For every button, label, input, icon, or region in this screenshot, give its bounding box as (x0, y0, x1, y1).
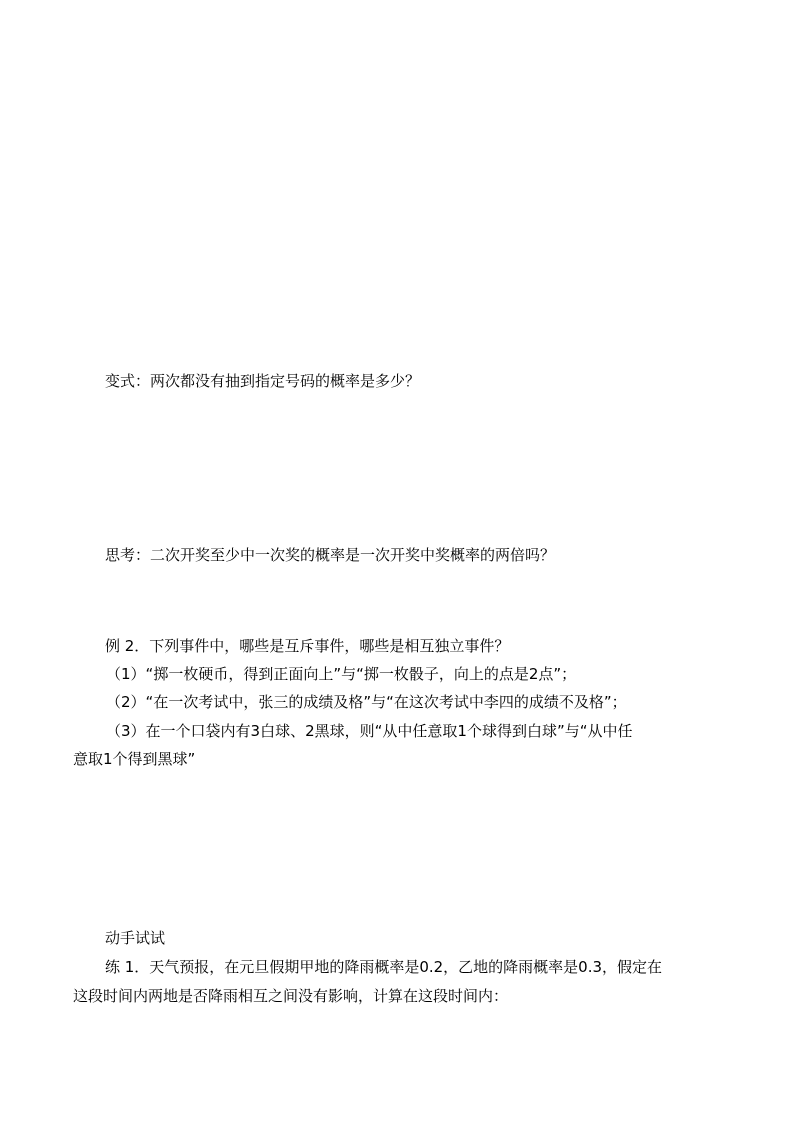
example-2-item-3: （3）在一个口袋内有3白球、2黑球，则“从中任意取1个球得到白球”与“从中任 (106, 722, 633, 740)
example-2-item-1: （1）“掷一枚硬币，得到正面向上”与“掷一枚骰子，向上的点是2点”； (106, 665, 577, 683)
practice-1-line-2: 这段时间内两地是否降雨相互之间没有影响，计算在这段时间内： (73, 987, 509, 1005)
think-question: 思考：二次开奖至少中一次奖的概率是一次开奖中奖概率的两倍吗？ (105, 546, 556, 564)
example-2-title: 例 2．下列事件中，哪些是互斥事件，哪些是相互独立事件？ (105, 637, 510, 655)
practice-heading: 动手试试 (105, 929, 166, 947)
example-2-item-2: （2）“在一次考试中，张三的成绩及格”与“在这次考试中李四的成绩不及格”； (106, 693, 627, 711)
variant-question: 变式：两次都没有抽到指定号码的概率是多少？ (105, 372, 421, 390)
example-2-item-3-cont: 意取1个得到黑球” (73, 750, 196, 768)
practice-1-line-1: 练 1．天气预报，在元旦假期甲地的降雨概率是0.2，乙地的降雨概率是0.3，假定在 (105, 958, 663, 976)
